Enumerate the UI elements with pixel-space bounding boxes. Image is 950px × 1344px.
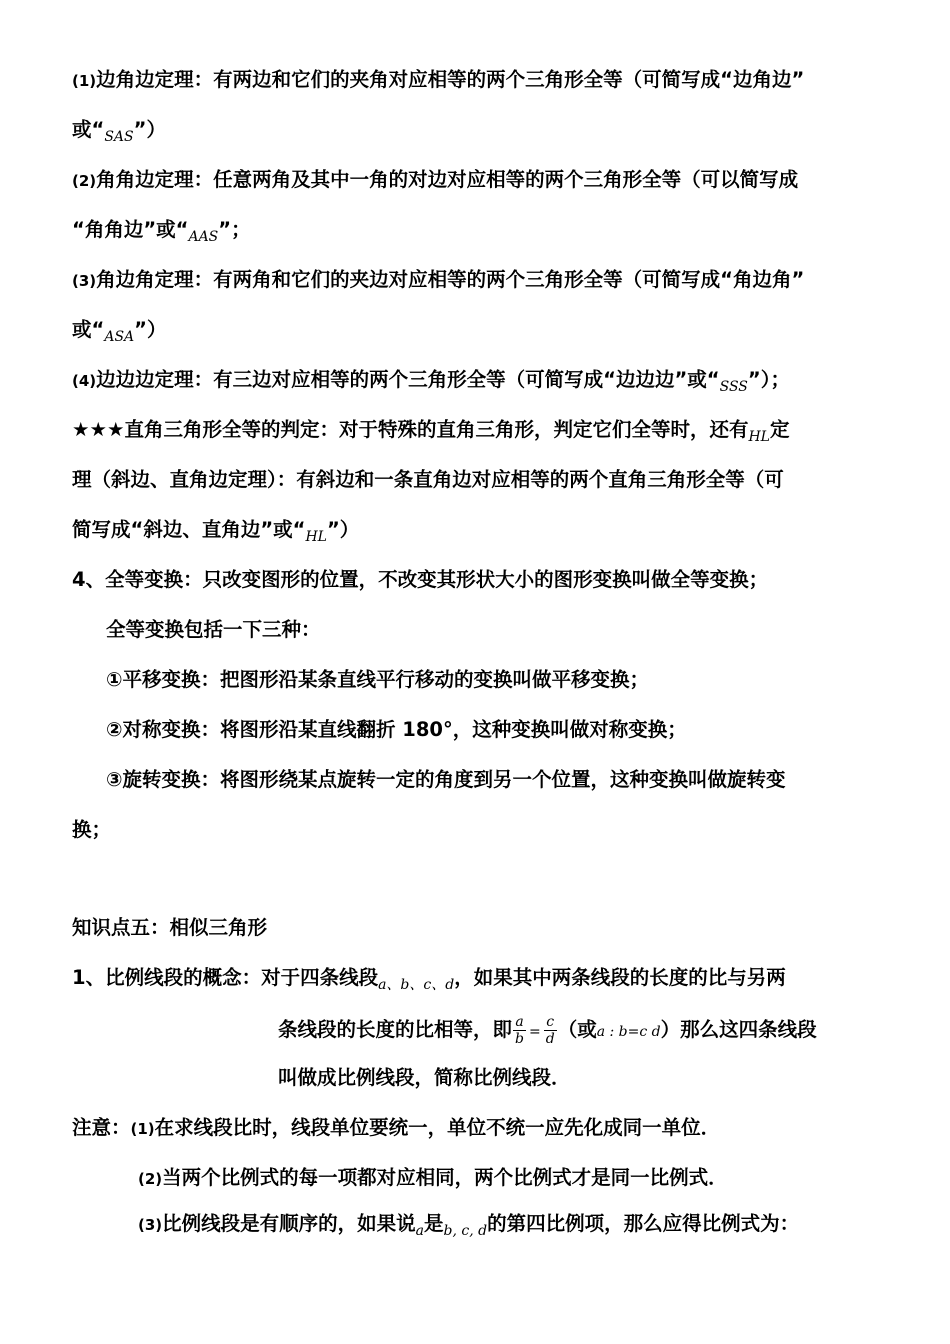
rotation-text-end: 换； [72,818,112,841]
rotation-item-line-1 [106,766,786,794]
aas-theorem-line-1 [72,166,798,195]
rotation-text: ③旋转变换：将图形绕某点旋转一定的角度到另一个位置，这种变换叫做旋转变 [106,768,786,791]
math-a: a [415,1223,425,1239]
translation-item [106,666,649,694]
quote-close: ”） [134,318,167,341]
fraction-denominator: b [515,1031,524,1047]
math-hl: HL [748,429,770,445]
hl-theorem-text-3: 简写成“斜边、直角边”或“ [72,518,306,541]
sss-theorem-line [72,366,790,396]
sss-theorem-text: 边边边定理：有三边对应相等的两个三角形全等（可简写成“边边边”或“ [96,368,720,391]
item-number: (2) [138,1170,163,1188]
asa-theorem-line-1 [72,266,804,295]
item-number: (3) [72,272,97,290]
rotation-item-line-2 [72,816,111,844]
translation-text: ①平移变换：把图形沿某条直线平行移动的变换叫做平移变换； [106,668,650,691]
fraction-numerator: c [544,1014,557,1031]
math-asa: ASA [104,329,135,345]
quote-close: ”； [218,218,251,241]
transform-heading-text: 4、全等变换：只改变图形的位置，不改变其形状大小的图形变换叫做全等变换； [72,568,769,591]
hl-theorem-line-1 [72,416,789,446]
proportion-definition-line-2 [278,1012,817,1050]
quote-open: 或“ [72,318,105,341]
quote-open: 或“ [72,118,105,141]
reflection-item [106,716,687,744]
fraction-c-over-d [544,1014,557,1047]
definition-text: 1、比例线段的概念：对于四条线段 [72,966,379,989]
note-text-1: 在求线段比时，线段单位要统一，单位不统一应先化成同一单位． [154,1116,721,1139]
math-abcd: a、b、c、d [378,977,455,993]
proportion-definition-line-3 [278,1064,571,1092]
math-aas: AAS [188,229,219,245]
sas-theorem-line-2 [72,116,166,146]
math-sss: SSS [719,379,748,395]
quote-close: ”）； [747,368,790,391]
reflection-text: ②对称变换：将图形沿某直线翻折 180°，这种变换叫做对称变换； [106,718,687,741]
asa-theorem-text: 角边角定理：有两角和它们的夹边对应相等的两个三角形全等（可简写成“角边角” [96,268,805,291]
quote-close: ”） [326,518,360,541]
definition-text-5: ）那么这四条线段 [660,1018,817,1041]
item-number: (2) [72,172,97,190]
hl-theorem-text-2: 理（斜边、直角边定理）：有斜边和一条直角边对应相等的两个直角三角形全等（可 [72,468,784,491]
math-hl-2: HL [305,529,327,545]
math-bcd: b, c, d [443,1223,488,1239]
fraction-a-over-b [513,1014,526,1047]
note-text-2: 当两个比例式的每一项都对应相同，两个比例式才是同一比例式． [162,1166,728,1189]
transform-heading [72,566,768,594]
definition-text-3: 条线段的长度的比相等，即 [278,1018,513,1041]
transform-intro [106,616,321,644]
note-line-3 [138,1210,799,1240]
quote-open: “角角边”或“ [72,218,189,241]
note-line-1 [72,1114,720,1143]
proportion-definition-line-1 [72,964,786,994]
definition-text-2: ，如果其中两条线段的长度的比与另两 [454,966,786,989]
item-number: (1) [72,72,97,90]
definition-text-4: （或 [557,1018,597,1041]
sas-theorem-text: 边角边定理：有两边和它们的夹角对应相等的两个三角形全等（可简写成“边角边” [96,68,805,91]
note-text-3c: 的第四比例项，那么应得比例式为： [487,1212,800,1235]
item-number: (4) [72,372,97,390]
item-number: (3) [138,1216,163,1234]
item-number: (1) [130,1120,155,1138]
section-title-text: 知识点五：相似三角形 [72,916,268,939]
note-line-2 [138,1164,728,1193]
math-sas: SAS [104,129,134,145]
asa-theorem-line-2 [72,316,166,346]
note-label: 注意： [72,1116,131,1139]
fraction-denominator: d [545,1031,555,1047]
transform-intro-text: 全等变换包括一下三种： [106,618,321,641]
quote-close: ”） [133,118,166,141]
sas-theorem-line-1 [72,66,804,95]
fraction-numerator: a [513,1014,526,1031]
aas-theorem-line-2 [72,216,251,246]
hl-theorem-line-2 [72,466,784,494]
hl-theorem-text: ★★★直角三角形全等的判定：对于特殊的直角三角形，判定它们全等时，还有 [72,418,749,441]
math-ratio: a : b=c d [596,1024,661,1040]
definition-text-6: 叫做成比例线段，简称比例线段． [278,1066,571,1089]
aas-theorem-text: 角角边定理：任意两角及其中一角的对边对应相等的两个三角形全等（可以简写成 [96,168,799,191]
note-text-3b: 是 [424,1212,444,1235]
note-text-3: 比例线段是有顺序的，如果说 [162,1212,416,1235]
hl-theorem-text-end: 定 [769,418,790,441]
section-title [72,914,267,942]
equals-sign: = [528,1024,541,1040]
hl-theorem-line-3 [72,516,359,546]
